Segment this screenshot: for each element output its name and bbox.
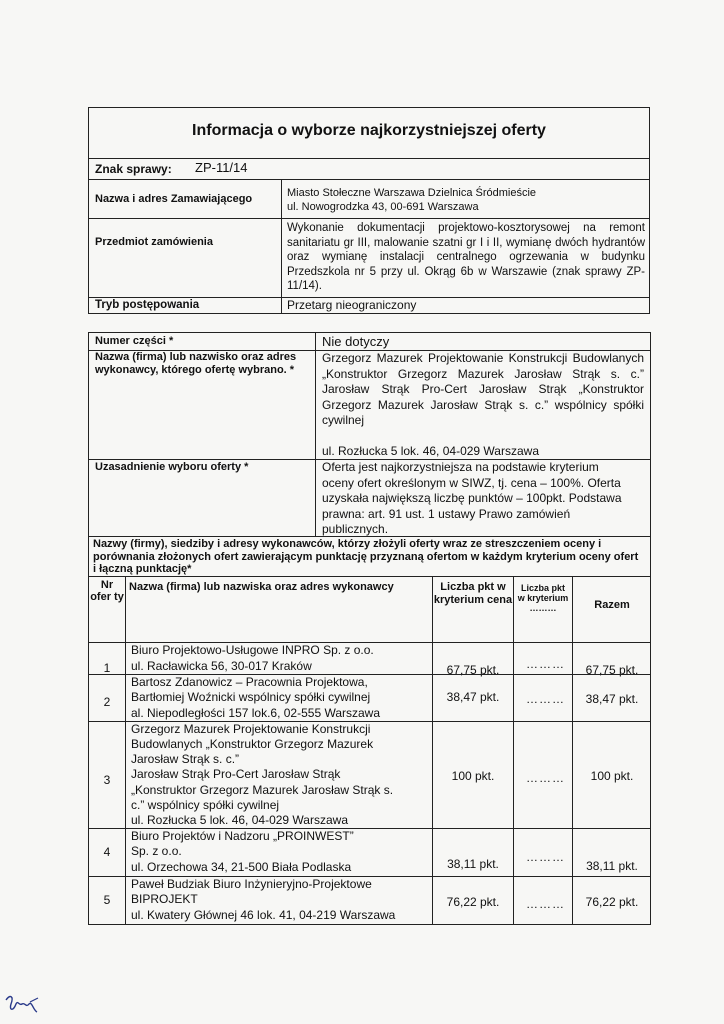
total-points: 100 pkt.: [590, 769, 634, 783]
other-points: ………: [526, 850, 565, 864]
header-total: Razem: [594, 599, 630, 611]
contractor-line: Jarosław Strąk s. c.”: [131, 752, 240, 766]
offer-evaluation-box: [88, 332, 651, 925]
justification-text: Oferta jest najkorzystniejsza na podstawie kryterium oceny ofert określonym w SIWZ, tj. cena – 100%. Oferta uzyskała największą liczbę punktów – 100pkt. Podstawa prawna: art. 91 ust. 1 ustawy Prawo zamówień publicznych.: [322, 460, 622, 536]
handwritten-signature-icon: [4, 992, 44, 1018]
price-points: 67,75 pkt.: [446, 663, 500, 677]
column-divider: [513, 576, 514, 925]
column-divider: [315, 333, 316, 536]
offer-number: 1: [103, 661, 111, 675]
other-points: ………: [526, 771, 565, 785]
offers-summary-heading: Nazwy (firmy), siedziby i adresy wykonawców, którzy złożyli oferty wraz ze streszczeniem oceny i porównania złożonych ofert zawierającym punktację przyznaną ofertom w każdym kryterium oceny ofert i łączną punktację*: [93, 538, 639, 575]
column-divider: [281, 179, 282, 314]
orderer-label: Nazwa i adres Zamawiającego: [95, 193, 253, 205]
orderer-name: Miasto Stołeczne Warszawa Dzielnica Śródmieście: [287, 187, 537, 199]
contractor-line: ul. Rozłucka 5 lok. 46, 04-029 Warszawa: [131, 813, 348, 827]
other-points: ………: [526, 657, 565, 671]
contractor-line: Biuro Projektów i Nadzoru „PROINWEST”: [131, 829, 354, 843]
divider: [89, 218, 649, 219]
subject-text: Wykonanie dokumentacji projektowo-kosztorysowej na remont sanitariatu gr III, malowanie szatni gr I i II, wymianę dwóch hydrantów oraz wymianę instalacji centralnego ogrzewania w budynku Przedszkola nr 5 przy ul. Okrąg 6b w Warszawie (znak sprawy ZP-11/14).: [287, 222, 645, 292]
divider: [89, 158, 649, 159]
contractor-line: Biuro Projektowo-Usługowe INPRO Sp. z o.o.: [131, 643, 374, 657]
divider: [89, 179, 649, 180]
other-points: ………: [526, 897, 565, 911]
offer-number: 5: [103, 893, 111, 907]
contractor-line: al. Niepodległości 157 lok.6, 02-555 Warszawa: [131, 706, 381, 720]
contractor-line: ul. Orzechowa 34, 21-500 Biała Podlaska: [131, 860, 352, 874]
contractor-line: Budowlanych „Konstruktor Grzegorz Mazurek: [131, 737, 374, 751]
mode-label: Tryb postępowania: [95, 299, 200, 311]
offer-number: 3: [103, 773, 111, 787]
total-points: 38,47 pkt.: [585, 692, 639, 706]
winner-label: Nazwa (firma) lub nazwisko oraz adres wykonawcy, którego ofertę wybrano. *: [95, 351, 297, 376]
column-divider: [432, 576, 433, 925]
page-title: Informacja o wyborze najkorzystniejszej oferty: [192, 122, 546, 139]
contractor-line: Sp. z o.o.: [131, 844, 182, 858]
part-value: Nie dotyczy: [322, 334, 390, 349]
subject-label: Przedmiot zamówienia: [95, 236, 213, 248]
column-divider: [125, 576, 126, 925]
mode-value: Przetarg nieograniczony: [287, 298, 417, 312]
header-other-points: Liczba pkt w kryterium ………: [517, 583, 569, 613]
divider: [89, 576, 650, 577]
winner-address: ul. Rozłucka 5 lok. 46, 04-029 Warszawa: [322, 444, 539, 458]
part-label: Numer części *: [95, 335, 174, 347]
contractor-line: Bartosz Zdanowicz – Pracownia Projektowa,: [131, 675, 368, 689]
price-points: 38,47 pkt.: [446, 690, 500, 704]
header-offer-number: Nr ofer ty: [90, 579, 124, 603]
contractor-line: Grzegorz Mazurek Projektowanie Konstrukcji: [131, 722, 371, 736]
total-points: 38,11 pkt.: [586, 859, 638, 873]
contractor-line: ul. Racławicka 56, 30-017 Kraków: [131, 659, 312, 673]
offer-number: 4: [103, 845, 111, 859]
contractor-line: c.” wspólnicy spółki cywilnej: [131, 798, 280, 812]
winner-name: Grzegorz Mazurek Projektowanie Konstrukcji Budowlanych „Konstruktor Grzegorz Mazurek Jarosław Strąk s. c.” Jarosław Strąk Pro-Cert Jarosław Strąk „Konstruktor Grzegorz Mazurek Jarosław Strąk s. c.” wspólnicy spółki cywilnej: [322, 351, 644, 427]
case-number: ZP-11/14: [195, 160, 248, 175]
total-points: 67,75 pkt.: [585, 663, 639, 677]
contractor-line: „Konstruktor Grzegorz Mazurek Jarosław Strąk s.: [131, 783, 394, 797]
contractor-line: BIPROJEKT: [131, 892, 198, 906]
case-label: Znak sprawy:: [95, 162, 172, 176]
price-points: 76,22 pkt.: [446, 895, 500, 909]
divider: [89, 536, 650, 537]
header-contractor: Nazwa (firma) lub nazwiska oraz adres wykonawcy: [129, 581, 394, 593]
price-points: 100 pkt.: [451, 769, 495, 783]
procurement-info-box: [88, 107, 650, 314]
contractor-line: Jarosław Strąk Pro-Cert Jarosław Strąk: [131, 767, 341, 781]
contractor-line: Bartłomiej Woźnicki wspólnicy spółki cywilnej: [131, 690, 371, 704]
other-points: ………: [526, 692, 565, 706]
price-points: 38,11 pkt.: [447, 857, 499, 871]
contractor-line: ul. Kwatery Głównej 46 lok. 41, 04-219 Warszawa: [131, 908, 396, 922]
offer-number: 2: [103, 695, 111, 709]
orderer-address: ul. Nowogrodzka 43, 00-691 Warszawa: [287, 201, 479, 213]
contractor-line: Paweł Budziak Biuro Inżynieryjno-Projektowe: [131, 877, 372, 891]
header-price-points: Liczba pkt w kryterium cena: [433, 581, 513, 606]
justification-label: Uzasadnienie wyboru oferty *: [95, 461, 249, 473]
total-points: 76,22 pkt.: [585, 895, 639, 909]
